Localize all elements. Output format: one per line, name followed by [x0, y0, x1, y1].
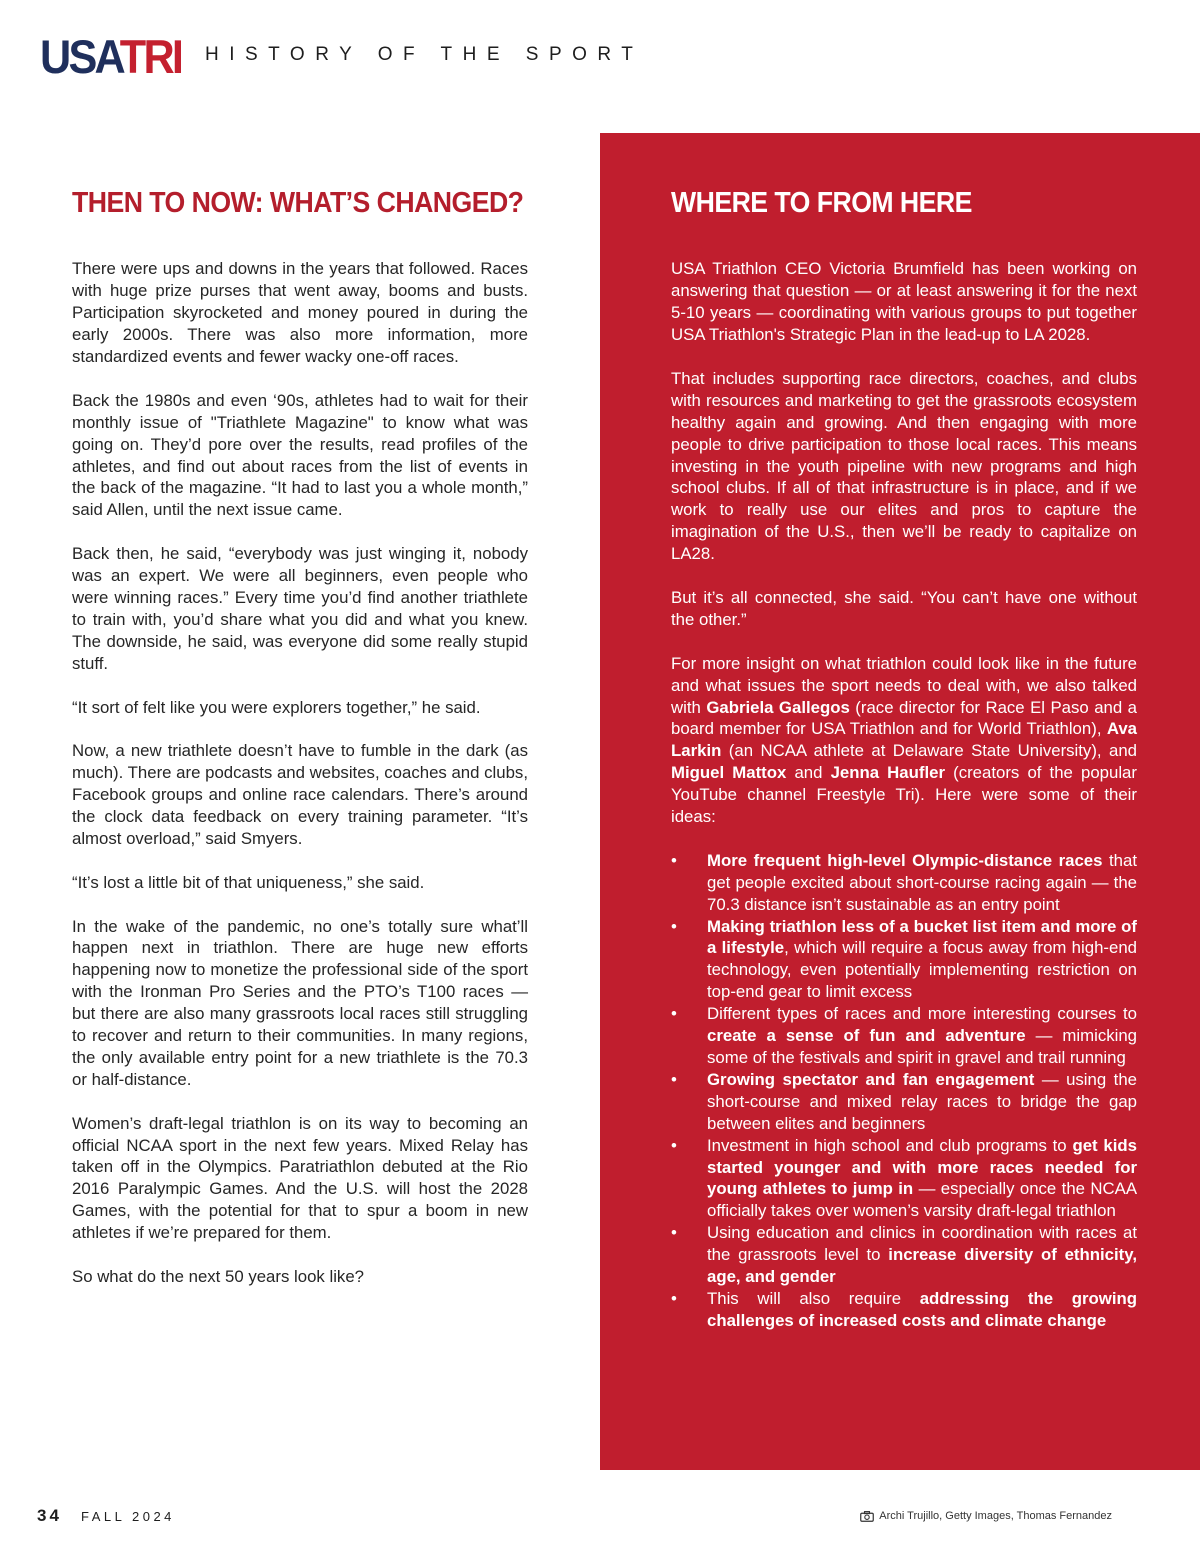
paragraph: There were ups and downs in the years that followed. Races with huge prize purses that went away, booms and busts. Participation skyrocketed and money poured in during the early 2000s. There was also more information, more standardized events and fewer wacky one-off races. [72, 259, 528, 367]
paragraph: “It’s lost a little bit of that uniqueness,” she said. [72, 872, 425, 892]
bullet-icon: • [671, 1288, 677, 1308]
emphasis: create a sense of fun and adventure [707, 1026, 1026, 1046]
paragraph: Back the 1980s and even ‘90s, athletes had to wait for their monthly issue of "Triathlete Magazine" to know what was going on. They’d pore over the results, read profiles of the athletes, and find out about races from the list of events in the back of the magazine. “It had to last you a whole month,” said Allen, until the next issue came. [72, 390, 528, 520]
text: and [786, 763, 831, 783]
text: This will also require [707, 1288, 920, 1308]
emphasis: Making triathlon less of a bucket list item and more of a lifestyle [707, 916, 1137, 958]
paragraph: But it’s all connected, she said. “You can’t have one without the other.” [671, 588, 1137, 629]
list-item [671, 916, 1137, 1004]
text: Investment in high school and club programs to [707, 1135, 1073, 1155]
person-name: Jenna Haufler [830, 763, 945, 783]
text: Using education and clinics in coordination with races at the grassroots level to [707, 1223, 1137, 1265]
list-item [671, 1003, 1137, 1069]
paragraph: In the wake of the pandemic, no one’s totally sure what’ll happen next in triathlon. There are huge new efforts happening now to monetize the professional side of the sport with the Ironman Pro Series and the PTO’s T100 races — but there are also many grassroots local races still struggling to recover and return to their communities. In many regions, the only available entry point for a new triathlete is the 70.3 or half-distance. [72, 916, 528, 1089]
list-item [671, 1135, 1137, 1223]
paragraph: “It sort of felt like you were explorers together,” he said. [72, 697, 481, 717]
paragraph: Back then, he said, “everybody was just winging it, nobody was an expert. We were all beginners, even people who were winning races.” Every time you’d find another triathlete to train with, you’d share what you did and what you knew. The downside, he said, was everyone did some really stupid stuff. [72, 544, 528, 673]
photo-credit [860, 1510, 1112, 1522]
text: that get people excited about short-course racing again — the 70.3 distance isn’t sustainable as an entry point [707, 850, 1137, 914]
section-label: HISTORY OF THE SPORT [205, 44, 644, 65]
paragraph: So what do the next 50 years look like? [72, 1267, 364, 1286]
list-item [671, 1288, 1137, 1332]
emphasis: increase diversity of ethnicity, age, and gender [707, 1245, 1137, 1287]
list-item [671, 850, 1137, 916]
left-heading: THEN TO NOW: WHAT’S CHANGED? [72, 187, 524, 219]
person-name: Gabriela Gallegos [706, 697, 850, 717]
paragraph: Women’s draft-legal triathlon is on its way to becoming an official NCAA sport in the next few years. Mixed Relay has taken off in the Olympics. Paratriathlon debuted at the Rio 2016 Paralympic Games. And the U.S. will host the 2028 Games, with the potential for that to spur a boom in new athletes if we’re prepared for them. [72, 1113, 528, 1243]
credit-text: Archi Trujillo, Getty Images, Thomas Fernandez [879, 1510, 1112, 1522]
right-heading: WHERE TO FROM HERE [671, 187, 972, 219]
text: — using the short-course and mixed relay races to bridge the gap between elites and beginners [707, 1069, 1137, 1133]
text: — especially once the NCAA officially takes over women’s varsity draft-legal triathlon [707, 1179, 1138, 1221]
emphasis: Growing spectator and fan engagement [707, 1069, 1035, 1089]
list-item [671, 1222, 1137, 1288]
paragraph-interviewees [671, 653, 1137, 828]
text: Different types of races and more interesting courses to [707, 1004, 1137, 1024]
bullet-icon: • [671, 1069, 677, 1089]
text: (an NCAA athlete at Delaware State University), and [721, 741, 1137, 761]
emphasis: get kids started younger and with more races needed for young athletes to jump in [707, 1135, 1137, 1199]
person-name: Miguel Mattox [671, 763, 787, 783]
text: , which will require a focus away from high-end technology, even potentially implementing restriction on top-end gear to limit excess [707, 938, 1137, 1002]
bullet-icon: • [671, 916, 677, 936]
bullet-icon: • [671, 1223, 677, 1243]
left-column [72, 188, 528, 1310]
usatri-logo [40, 29, 182, 83]
page-number: 34 [37, 1506, 62, 1525]
paragraph: USA Triathlon CEO Victoria Brumfield has been working on answering that question — or at least answering it for the next 5-10 years — coordinating with various groups to put together USA Triathlon's Strategic Plan in the lead-up to LA 2028. [671, 259, 1137, 345]
masthead [40, 29, 193, 83]
list-item [671, 1069, 1137, 1135]
text: (race director for Race El Paso and a board member for USA Triathlon and for World Triathlon), [671, 697, 1138, 739]
ideas-list [671, 850, 1137, 1332]
person-name: Ava Larkin [671, 719, 1137, 761]
text: For more insight on what triathlon could look like in the future and what issues the sport needs to deal with, we also talked with [671, 653, 1137, 717]
text: (creators of the popular YouTube channel Freestyle Tri). Here were some of their ideas: [671, 763, 1137, 827]
text: — mimicking some of the festivals and spirit in gravel and trail running [707, 1026, 1137, 1067]
camera-icon [860, 1511, 874, 1522]
issue-label: FALL 2024 [81, 1509, 175, 1524]
logo-usa: USA [40, 29, 120, 83]
paragraph: That includes supporting race directors, coaches, and clubs with resources and marketing to get the grassroots ecosystem healthy again and growing. And then engaging with more people to drive participation to those local races. This means investing in the youth pipeline with new programs and high school clubs. If all of that infrastructure is in place, and if we work to really use our elites and pros to capture the imagination of the U.S., then we’ll be ready to capitalize on LA28. [671, 368, 1137, 564]
right-column [671, 188, 1137, 1332]
bullet-icon: • [671, 850, 677, 870]
paragraph: Now, a new triathlete doesn’t have to fumble in the dark (as much). There are podcasts and websites, coaches and clubs, Facebook groups and online race calendars. There’s around the clock data feedback on every training parameter. “It’s almost overload,” said Smyers. [72, 741, 528, 848]
emphasis: addressing the growing challenges of increased costs and climate change [707, 1288, 1137, 1330]
bullet-icon: • [671, 1004, 677, 1024]
logo-tri: TRI [119, 29, 182, 83]
bullet-icon: • [671, 1135, 677, 1155]
emphasis: More frequent high-level Olympic-distance races [707, 850, 1103, 870]
